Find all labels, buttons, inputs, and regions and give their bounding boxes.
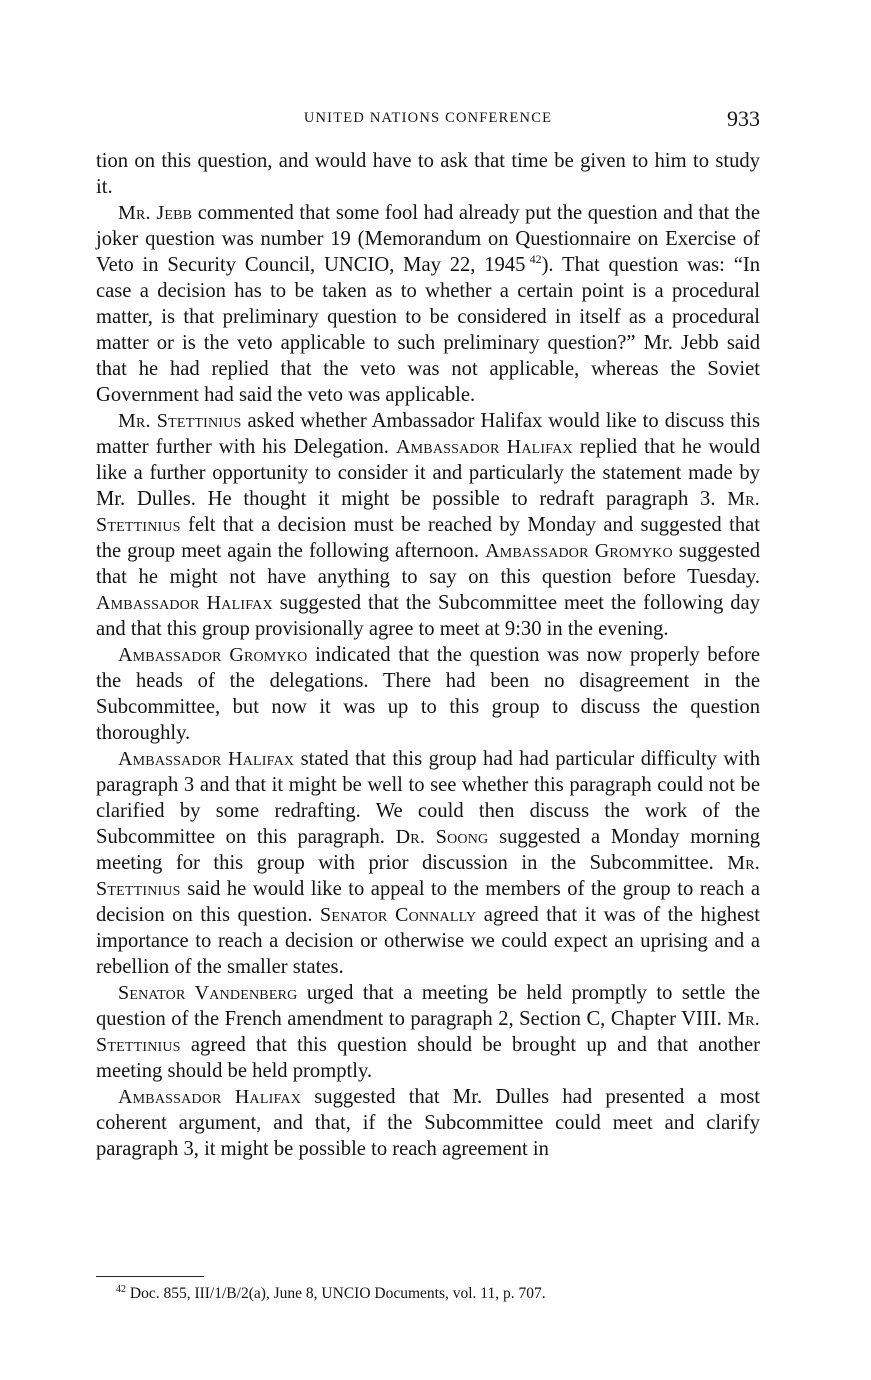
speaker-name: Mr. Jebb xyxy=(118,202,193,224)
body-text xyxy=(96,148,760,1162)
speaker-name: Ambassador Halifax xyxy=(118,748,295,770)
paragraph-5 xyxy=(96,746,760,980)
speaker-name: Dr. Soong xyxy=(395,826,489,848)
page-number: 933 xyxy=(727,106,760,131)
paragraph-6 xyxy=(96,980,760,1084)
paragraph-text: said he would like to appeal to the members of the group to reach a decision on this question. xyxy=(96,878,760,926)
paragraph-text: suggested a Monday morning meeting for this group with prior discussion in the Subcommittee. xyxy=(96,826,760,874)
speaker-name: Mr. Stettinius xyxy=(96,852,760,900)
paragraph-text: indicated that the question was now properly before the heads of the delegations. There had been no disagreement in the Subcommittee, but now it was up to this group to discuss the question thoroughly. xyxy=(96,644,760,744)
paragraph-4 xyxy=(96,642,760,746)
speaker-name: Ambassador Gromyko xyxy=(118,644,308,666)
paragraph-2 xyxy=(96,200,760,408)
paragraph-7 xyxy=(96,1084,760,1162)
footnote-mark: 42 xyxy=(116,1283,126,1295)
running-head: UNITED NATIONS CONFERENCE xyxy=(303,110,553,126)
speaker-name: Senator Vandenberg xyxy=(118,982,298,1004)
paragraph-3 xyxy=(96,408,760,642)
footnote-text: Doc. 855, III/1/B/2(a), June 8, UNCIO Documents, vol. 11, p. 707. xyxy=(126,1285,546,1302)
speaker-name: Senator Connally xyxy=(320,904,477,926)
paragraph-text: suggested that he might not have anything to say on this question before Tuesday. xyxy=(96,540,760,588)
footnote xyxy=(116,1284,756,1304)
paragraph-text: commented that some fool had already put the question and that the joker question was number 19 (Memorandum on Questionnaire on Exercise of Veto in Security Council, UNCIO, May 22, 1945 xyxy=(96,202,760,276)
speaker-name: Ambassador Halifax xyxy=(118,1086,302,1108)
paragraph-text: ). That question was: “In case a decision has to be taken as to whether a certain point is a procedural matter, is that preliminary question to be considered in itself as a procedural matter or is the veto applicable to such preliminary question?” Mr. Jebb said that he had replied that the veto was not applicable, whereas the Soviet Government had said the veto was applicable. xyxy=(96,254,760,406)
speaker-name: Mr. Stettinius xyxy=(118,410,242,432)
paragraph-text: suggested that the Subcommittee meet the following day and that this group provisionally agree to meet at 9:30 in the evening. xyxy=(96,592,760,640)
speaker-name: Ambassador Gromyko xyxy=(485,540,673,562)
paragraph-text: replied that he would like a further opportunity to consider it and particularly the statement made by Mr. Dulles. He thought it might be possible to redraft paragraph 3. xyxy=(96,436,761,510)
paragraph-text: agreed that this question should be brought up and that another meeting should be held promptly. xyxy=(96,1034,760,1082)
paragraph-text: agreed that it was of the highest importance to reach a decision or otherwise we could expect an uprising and a rebellion of the smaller states. xyxy=(96,904,760,978)
paragraph-text: felt that a decision must be reached by Monday and suggested that the group meet again the following afternoon. xyxy=(96,514,760,562)
speaker-name: Ambassador Halifax xyxy=(96,592,273,614)
speaker-name: Ambassador Halifax xyxy=(396,436,573,458)
paragraph-1: tion on this question, and would have to ask that time be given to him to study it. xyxy=(96,150,760,198)
speaker-name: Mr. Stettinius xyxy=(96,488,760,536)
speaker-name: Mr. Stettinius xyxy=(96,1008,760,1056)
footnote-reference[interactable]: 42 xyxy=(529,252,542,267)
page-header xyxy=(96,106,760,136)
paragraph-text: suggested that Mr. Dulles had presented a most coherent argument, and that, if the Subcommittee could meet and clarify paragraph 3, it might be possible to reach agreement in xyxy=(96,1086,760,1160)
paragraph-text: urged that a meeting be held promptly to settle the question of the French amendment to paragraph 2, Section C, Chapter VIII. xyxy=(96,982,760,1030)
paragraph-text: stated that this group had had particular difficulty with paragraph 3 and that it might be well to see whether this paragraph could not be clarified by some redrafting. We could then discuss the work of the Subcommittee on this paragraph. xyxy=(96,748,760,848)
paragraph-text: asked whether Ambassador Halifax would like to discuss this matter further with his Delegation. xyxy=(96,410,760,458)
footnote-divider xyxy=(96,1276,204,1277)
